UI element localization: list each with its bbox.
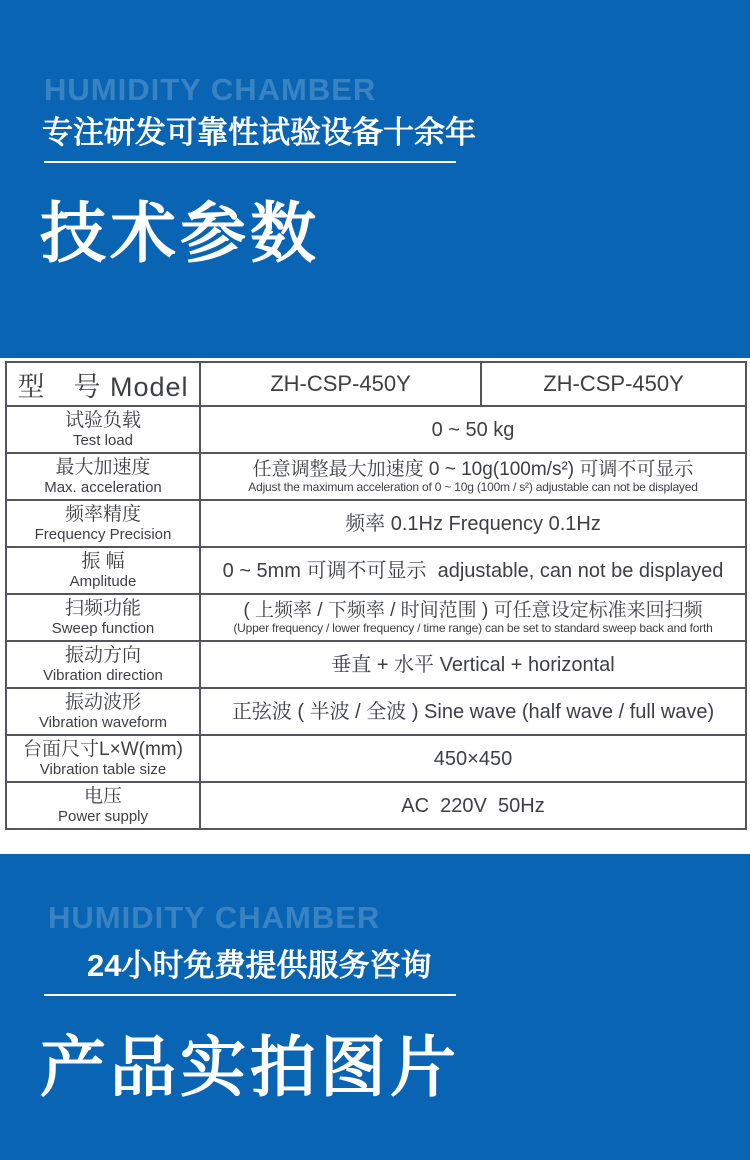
param-label-en: Vibration direction — [43, 666, 163, 684]
param-label-zh: 最大加速度 — [55, 456, 151, 478]
divider-line-top — [44, 161, 456, 163]
param-label-zh: 振 幅 — [81, 550, 125, 572]
param-value: AC 220V 50Hz — [401, 794, 545, 817]
param-value-cell — [200, 735, 746, 782]
param-value-cell — [200, 688, 746, 735]
table-row-sweep-function — [6, 594, 746, 641]
param-value-zh: ( 上频率 / 下频率 / 时间范围 ) 可任意设定标准来回扫频 — [243, 599, 703, 621]
param-label-zh: 扫频功能 — [64, 597, 141, 619]
table-row-table-size — [6, 735, 746, 782]
param-label-en: Vibration waveform — [38, 713, 168, 731]
table-row-max-acceleration — [6, 453, 746, 500]
param-label-cell — [6, 641, 200, 688]
param-value-cell — [200, 594, 746, 641]
section-title-tech-params: 技术参数 — [40, 196, 320, 270]
param-label-cell — [6, 547, 200, 594]
param-value-en: (Upper frequency / lower frequency / time range) can be set to standard sweep back and forth — [233, 621, 713, 636]
spec-table-section — [0, 358, 750, 854]
table-row-power-supply — [6, 782, 746, 829]
param-label-cell — [6, 406, 200, 453]
param-value-en: Adjust the maximum acceleration of 0 ~ 10g (100m / s²) adjustable can not be displayed — [248, 480, 698, 495]
param-value: 垂直 + 水平 Vertical + horizontal — [331, 653, 615, 676]
param-label-cell — [6, 594, 200, 641]
param-label-en: Amplitude — [69, 572, 137, 590]
spec-table — [5, 361, 747, 830]
param-label-en: Frequency Precision — [34, 525, 172, 543]
table-row-vibration-waveform — [6, 688, 746, 735]
param-value: 450×450 — [433, 747, 513, 770]
param-label-zh: 振动方向 — [64, 644, 141, 666]
section-title-product-photos: 产品实拍图片 — [40, 1030, 460, 1104]
table-row-frequency-precision — [6, 500, 746, 547]
param-label-en: Sweep function — [51, 619, 155, 637]
hero-bottom-section — [0, 854, 750, 1160]
watermark-text-top: HUMIDITY CHAMBER — [44, 72, 377, 107]
param-label-zh: 试验负载 — [64, 409, 141, 431]
divider-line-bottom — [44, 994, 456, 996]
param-label-cell — [6, 500, 200, 547]
param-label-zh: 电压 — [83, 785, 122, 807]
param-value-cell — [200, 641, 746, 688]
table-row-vibration-direction — [6, 641, 746, 688]
param-value-zh: 任意调整最大加速度 0 ~ 10g(100m/s²) 可调不可显示 — [252, 458, 694, 480]
param-value: 正弦波 ( 半波 / 全波 ) Sine wave (half wave / full wave) — [231, 700, 715, 723]
param-label-cell — [6, 735, 200, 782]
param-label-cell — [6, 688, 200, 735]
model-label-cell: 型 号 Model — [6, 362, 200, 406]
table-row-amplitude — [6, 547, 746, 594]
param-label-zh: 振动波形 — [64, 691, 141, 713]
param-label-en: Max. acceleration — [44, 478, 162, 496]
model-value-right-cell: ZH-CSP-450Y — [481, 362, 746, 406]
hero-top-tagline: 专注研发可靠性试验设备十余年 — [42, 115, 476, 150]
param-label-en: Power supply — [57, 807, 149, 825]
param-value-cell — [200, 500, 746, 547]
param-value-cell — [200, 782, 746, 829]
param-label-en: Vibration table size — [39, 760, 167, 778]
param-label-zh: 台面尺寸L×W(mm) — [23, 738, 183, 760]
table-row-test-load — [6, 406, 746, 453]
param-value: 0 ~ 50 kg — [431, 418, 515, 441]
param-value: 频率 0.1Hz Frequency 0.1Hz — [345, 512, 601, 535]
param-label-cell — [6, 453, 200, 500]
model-value-left-cell: ZH-CSP-450Y — [200, 362, 481, 406]
param-value-cell — [200, 547, 746, 594]
table-row-model — [6, 362, 746, 406]
param-label-cell — [6, 782, 200, 829]
hero-bottom-tagline: 24小时免费提供服务咨询 — [87, 948, 432, 983]
param-label-zh: 频率精度 — [64, 503, 141, 525]
param-value-cell — [200, 453, 746, 500]
hero-top-section — [0, 0, 750, 358]
param-label-en: Test load — [72, 431, 134, 449]
param-value-cell — [200, 406, 746, 453]
param-value: 0 ~ 5mm 可调不可显示 adjustable, can not be displayed — [222, 559, 724, 582]
watermark-text-bottom: HUMIDITY CHAMBER — [48, 900, 381, 935]
